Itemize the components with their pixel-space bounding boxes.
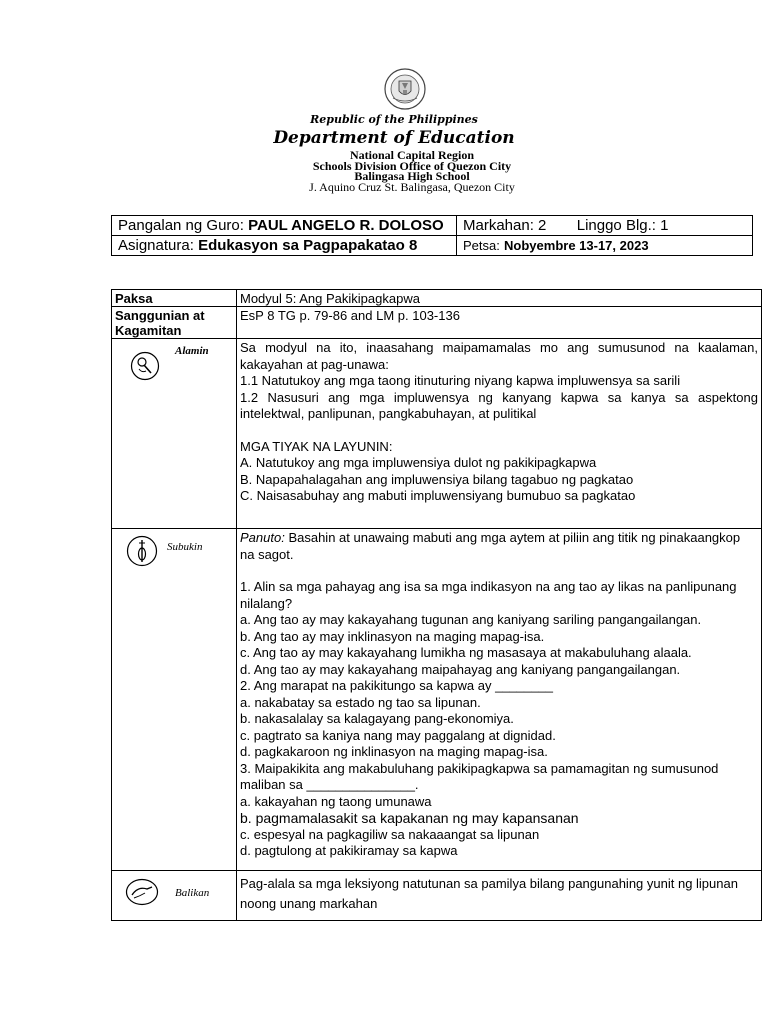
topic-value: Modyul 5: Ang Pakikipagkapwa	[237, 290, 762, 307]
alamin-point-1: 1.1 Natutukoy ang mga taong itinuturing niyang kapwa impluwensya sa sarili	[240, 373, 681, 388]
subject-cell	[112, 236, 457, 256]
quarter-text: Markahan: 2	[463, 217, 547, 234]
alamin-icon	[130, 351, 160, 381]
instructions	[240, 530, 758, 563]
question-3-option-b: b. pagmamalasakit sa kapakanan ng may kapansanan	[240, 810, 579, 826]
question-3-option-c: c. espesyal na pagkagiliw sa nakaaangat sa lipunan	[240, 826, 540, 842]
question-1: 1. Alin sa mga pahayag ang isa sa mga indikasyon na ang tao ay likas na panlipunang nilalang?	[240, 579, 737, 611]
alamin-label: Alamin	[175, 345, 209, 357]
alamin-intro: Sa modyul na ito, inaasahang maipamamalas mo ang sumusunod na kaalaman, kakayahan at pag-unawa:	[240, 340, 758, 372]
topic-label: Paksa	[112, 290, 237, 307]
references-value: EsP 8 TG p. 79-86 and LM p. 103-136	[237, 307, 762, 339]
department-title: Department of Education	[273, 128, 515, 148]
teacher-label: Pangalan ng Guro:	[118, 217, 244, 234]
region-line: National Capital Region	[349, 148, 474, 162]
date-value: Nobyembre 13-17, 2023	[504, 238, 649, 253]
question-1-option-a: a. Ang tao ay may kakayahang tugunan ang kaniyang sariling pangangailangan.	[240, 612, 702, 627]
balikan-content: Pag-alala sa mga leksiyong natutunan sa pamilya bilang pangunahing yunit ng lipunan noong unang markahan	[237, 870, 762, 920]
subukin-icon	[126, 535, 158, 567]
teacher-name: PAUL ANGELO R. DOLOSO	[248, 217, 444, 234]
deped-seal-icon	[366, 68, 444, 110]
address-line: J. Aquino Cruz St. Balingasa, Quezon City	[309, 180, 515, 194]
school-line: Balingasa High School	[354, 169, 470, 183]
subject-label: Asignatura:	[118, 237, 194, 254]
date-cell	[457, 236, 753, 256]
question-2-option-d: d. pagkakaroon ng inklinasyon na maging mapag-isa.	[240, 744, 548, 759]
question-1-option-c: c. Ang tao ay may kakayahang lumikha ng masasaya at makabuluhang alaala.	[240, 645, 692, 660]
alamin-icon-cell	[112, 339, 237, 529]
date-label: Petsa:	[463, 238, 500, 253]
question-2-option-a: a. nakabatay sa estado ng tao sa lipunan.	[240, 694, 481, 710]
instructions-label: Panuto:	[240, 530, 285, 545]
subject-name: Edukasyon sa Pagpapakatao 8	[198, 237, 418, 254]
question-1-option-b: b. Ang tao ay may inklinasyon na maging mapag-isa.	[240, 628, 545, 644]
division-line: Schools Division Office of Quezon City	[312, 159, 512, 173]
week-text: Linggo Blg.: 1	[576, 217, 669, 234]
balikan-label: Balikan	[175, 886, 210, 899]
question-1-option-d: d. Ang tao ay may kakayahang maipahayag ang kaniyang pangangailangan.	[240, 661, 681, 677]
teacher-info-table	[111, 215, 753, 256]
question-2-option-b: b. nakasalalay sa kalagayang pang-ekonomiya.	[240, 711, 514, 726]
balikan-icon-cell	[112, 870, 237, 920]
question-2: 2. Ang marapat na pakikitungo sa kapwa ay ________	[240, 678, 553, 693]
republic-line: Republic of the Philippines	[310, 113, 478, 126]
question-3-option-a: a. kakayahan ng taong umunawa	[240, 793, 432, 809]
quarter-cell	[457, 216, 753, 236]
references-label: Sanggunian at Kagamitan	[112, 307, 237, 339]
objective-a: A. Natutukoy ang mga impluwensiya dulot ng pakikipagkapwa	[240, 455, 597, 470]
instructions-text: Basahin at unawaing mabuti ang mga aytem at piliin ang titik ng pinakaangkop na sagot.	[240, 530, 741, 562]
question-2-option-c: c. pagtrato sa kaniya nang may paggalang at dignidad.	[240, 727, 556, 743]
alamin-content	[237, 339, 762, 529]
objective-c: C. Naisasabuhay ang mabuti impluwensiyang bumubuo sa pagkatao	[240, 488, 636, 503]
objective-b: B. Napapahalagahan ang impluwensiya bilang tagabuo ng pagkatao	[240, 471, 634, 487]
balikan-icon	[125, 878, 159, 906]
objectives-title: MGA TIYAK NA LAYUNIN:	[240, 438, 393, 454]
question-3: 3. Maipakikita ang makabuluhang pakikipagkapwa sa pamamagitan ng sumusunod maliban sa _______________.	[240, 760, 719, 792]
subukin-label: Subukin	[167, 541, 203, 553]
alamin-point-2: 1.2 Nasusuri ang mga impluwensya ng kanyang kapwa sa kanya sa aspektong intelektwal, panlipunan, pangkabuhayan, at pulitikal	[240, 389, 758, 421]
teacher-cell	[112, 216, 457, 236]
subukin-icon-cell	[112, 529, 237, 871]
question-3-option-d: d. pagtulong at pakikiramay sa kapwa	[240, 843, 458, 858]
subukin-content	[237, 529, 762, 871]
lesson-table	[111, 289, 762, 921]
